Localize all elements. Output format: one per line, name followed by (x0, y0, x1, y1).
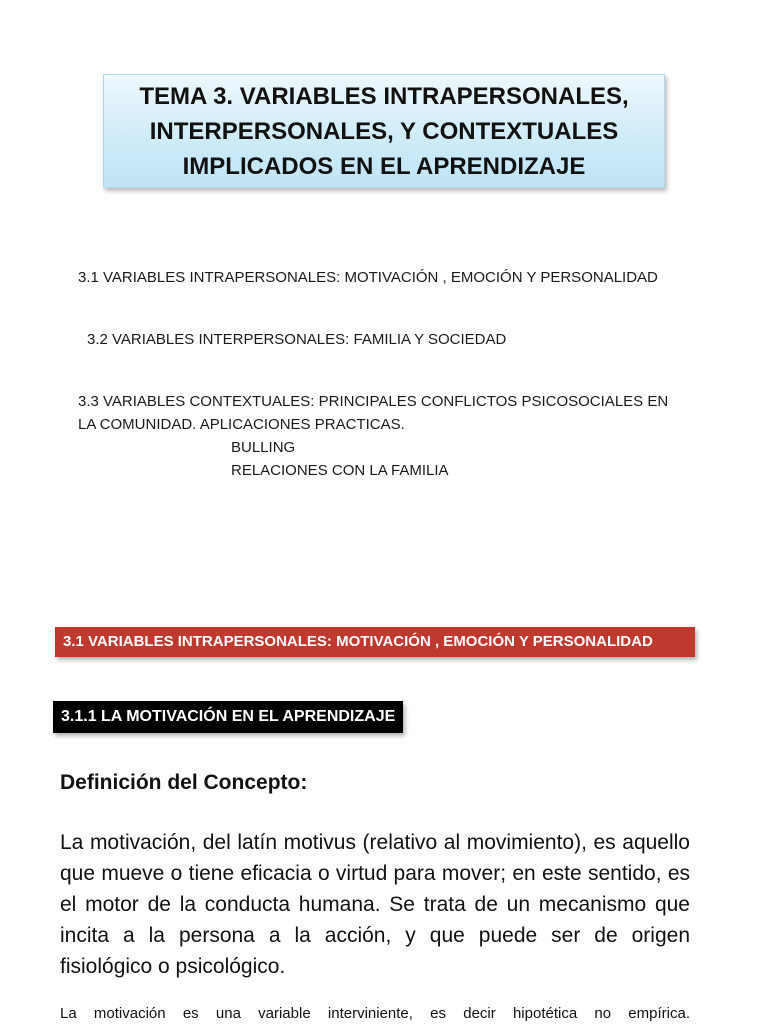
definition-heading: Definición del Concepto: (60, 771, 308, 794)
toc-item-3-1: 3.1 VARIABLES INTRAPERSONALES: MOTIVACIÓN , EMOCIÓN Y PERSONALIDAD (78, 269, 658, 286)
continuation-paragraph: La motivación es una variable interviniente, es decir hipotética no empírica. (60, 1005, 690, 1022)
title-line-3: IMPLICADOS EN EL APRENDIZAJE (182, 152, 586, 180)
subsection-banner: 3.1.1 LA MOTIVACIÓN EN EL APRENDIZAJE (53, 701, 403, 733)
toc-item-3-3-line-2: LA COMUNIDAD. APLICACIONES PRACTICAS. (78, 416, 405, 433)
section-banner: 3.1 VARIABLES INTRAPERSONALES: MOTIVACIÓN , EMOCIÓN Y PERSONALIDAD (55, 627, 695, 657)
toc-subitem-relaciones: RELACIONES CON LA FAMILIA (231, 462, 449, 479)
toc-subitem-bulling: BULLING (231, 439, 296, 456)
toc-item-3-3-line-1: 3.3 VARIABLES CONTEXTUALES: PRINCIPALES CONFLICTOS PSICOSOCIALES EN (78, 393, 669, 410)
title-box (103, 74, 665, 188)
toc-item-3-2: 3.2 VARIABLES INTERPERSONALES: FAMILIA Y SOCIEDAD (87, 331, 507, 348)
definition-paragraph: La motivación, del latín motivus (relativo al movimiento), es aquello que mueve o tiene eficacia o virtud para mover; en este sentido, es el motor de la conducta humana. Se trata de un mecanismo que incita a la persona a la acción, y que puede ser de origen fisiológico o psicológico. (60, 831, 690, 978)
title-line-1: TEMA 3. VARIABLES INTRAPERSONALES, (139, 82, 629, 110)
title-line-2: INTERPERSONALES, Y CONTEXTUALES (149, 117, 619, 145)
